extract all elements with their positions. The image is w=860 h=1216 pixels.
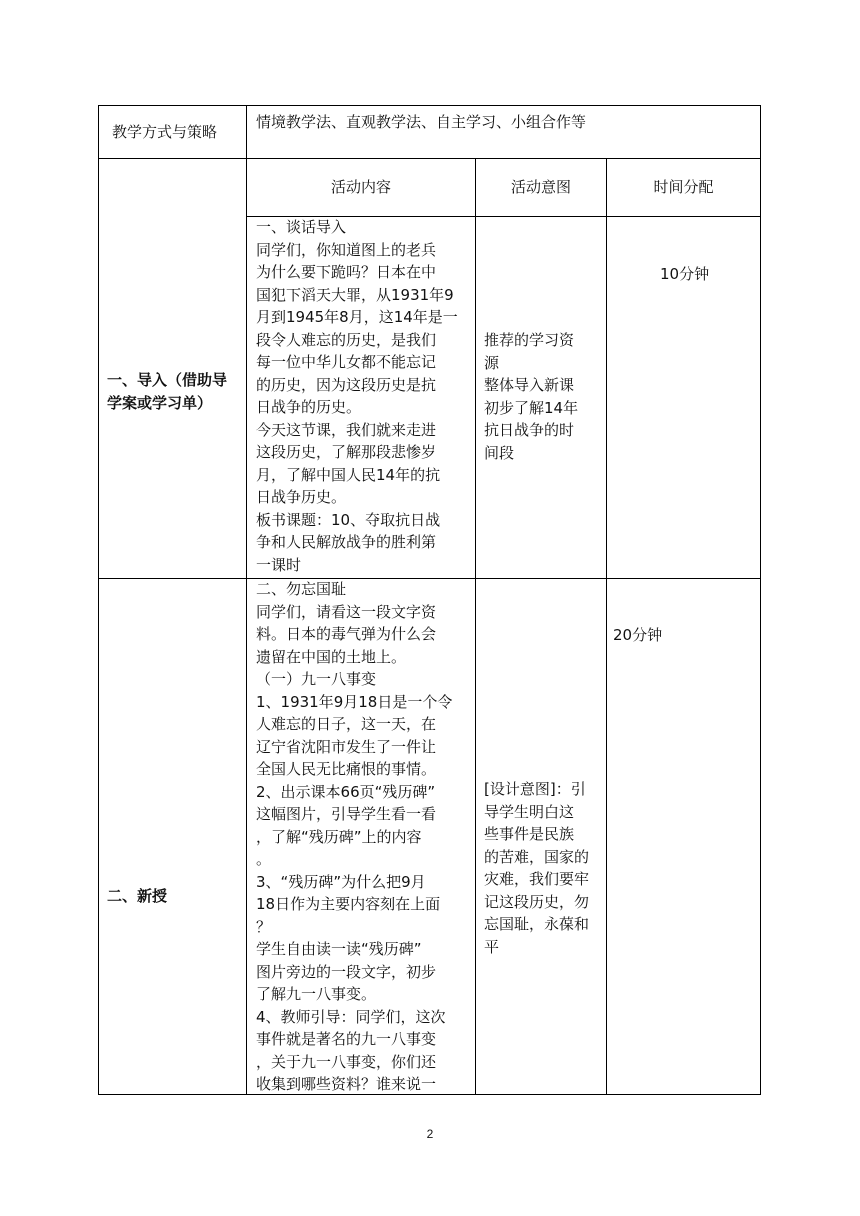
section-new-lesson-intent: [设计意图]：引 导学生明白这 些事件是民族 的苦难，国家的 灾难，我们要牢 记这段历史，勿 忘国耻，永葆和 平	[484, 780, 590, 956]
row-divider-1	[98, 158, 761, 159]
section-new-lesson-label: 二、新授	[107, 887, 168, 905]
section-new-lesson-content: 二、勿忘国耻 同学们，请看这一段文字资 料。日本的毒气弹为什么会 遗留在中国的土地上。 （一）九一八事变 1、1931年9月18日是一个令 人难忘的日子，这一天，在 辽宁省沈阳市发生了一件让 全国人民无比痛恨的事情。 2、出示课本66页“残历碑” 这幅图片，引导学生看一看 ，了解“残历碑”上的内容 。 3、“残历碑”为什么把9月 18日作为主要内容刻在上面 ？ 学生自由读一读“残历碑” 图片旁边的一段文字，初步 了解九一八事变。 4、教师引导：同学们，这次 事件就是著名的九一八事变 ，关于九一八事变，你们还 收集到哪些资料？谁来说一	[256, 580, 453, 1093]
section-new-lesson-time: 20分钟	[613, 626, 663, 644]
page-number: 2	[426, 1127, 434, 1141]
column-divider-1	[246, 105, 247, 1095]
column-divider-2	[475, 158, 476, 1095]
column-divider-3	[606, 158, 607, 1095]
table-border-top	[98, 105, 761, 106]
table-border-right	[760, 105, 761, 1095]
section-intro-label: 一、导入（借助导 学案或学习单）	[107, 371, 228, 412]
section-intro-content: 一、谈话导入 同学们，你知道图上的老兵 为什么要下跪吗？日本在中 国犯下滔天大罪，从1931年9 月到1945年8月，这14年是一 段令人难忘的历史，是我们 每一位中华儿女都不能忘记 的历史，因为这段历史是抗 日战争的历史。 今天这节课，我们就来走进 这段历史，了解那段悲惨岁 月，了解中国人民14年的抗 日战争历史。 板书课题：10、夺取抗日战 争和人民解放战争的胜利第 一课时	[256, 218, 458, 574]
section-intro-intent: 推荐的学习资 源 整体导入新课 初步了解14年 抗日战争的时 间段	[484, 331, 579, 462]
section-intro-time: 10分钟	[660, 265, 710, 283]
table-border-left	[98, 105, 99, 1095]
header-time-allocation: 时间分配	[653, 178, 714, 196]
teaching-method-label: 教学方式与策略	[112, 123, 218, 141]
header-activity-content: 活动内容	[330, 178, 391, 196]
teaching-method-content: 情境教学法、直观教学法、自主学习、小组合作等	[256, 113, 587, 131]
header-activity-intent: 活动意图	[510, 178, 571, 196]
